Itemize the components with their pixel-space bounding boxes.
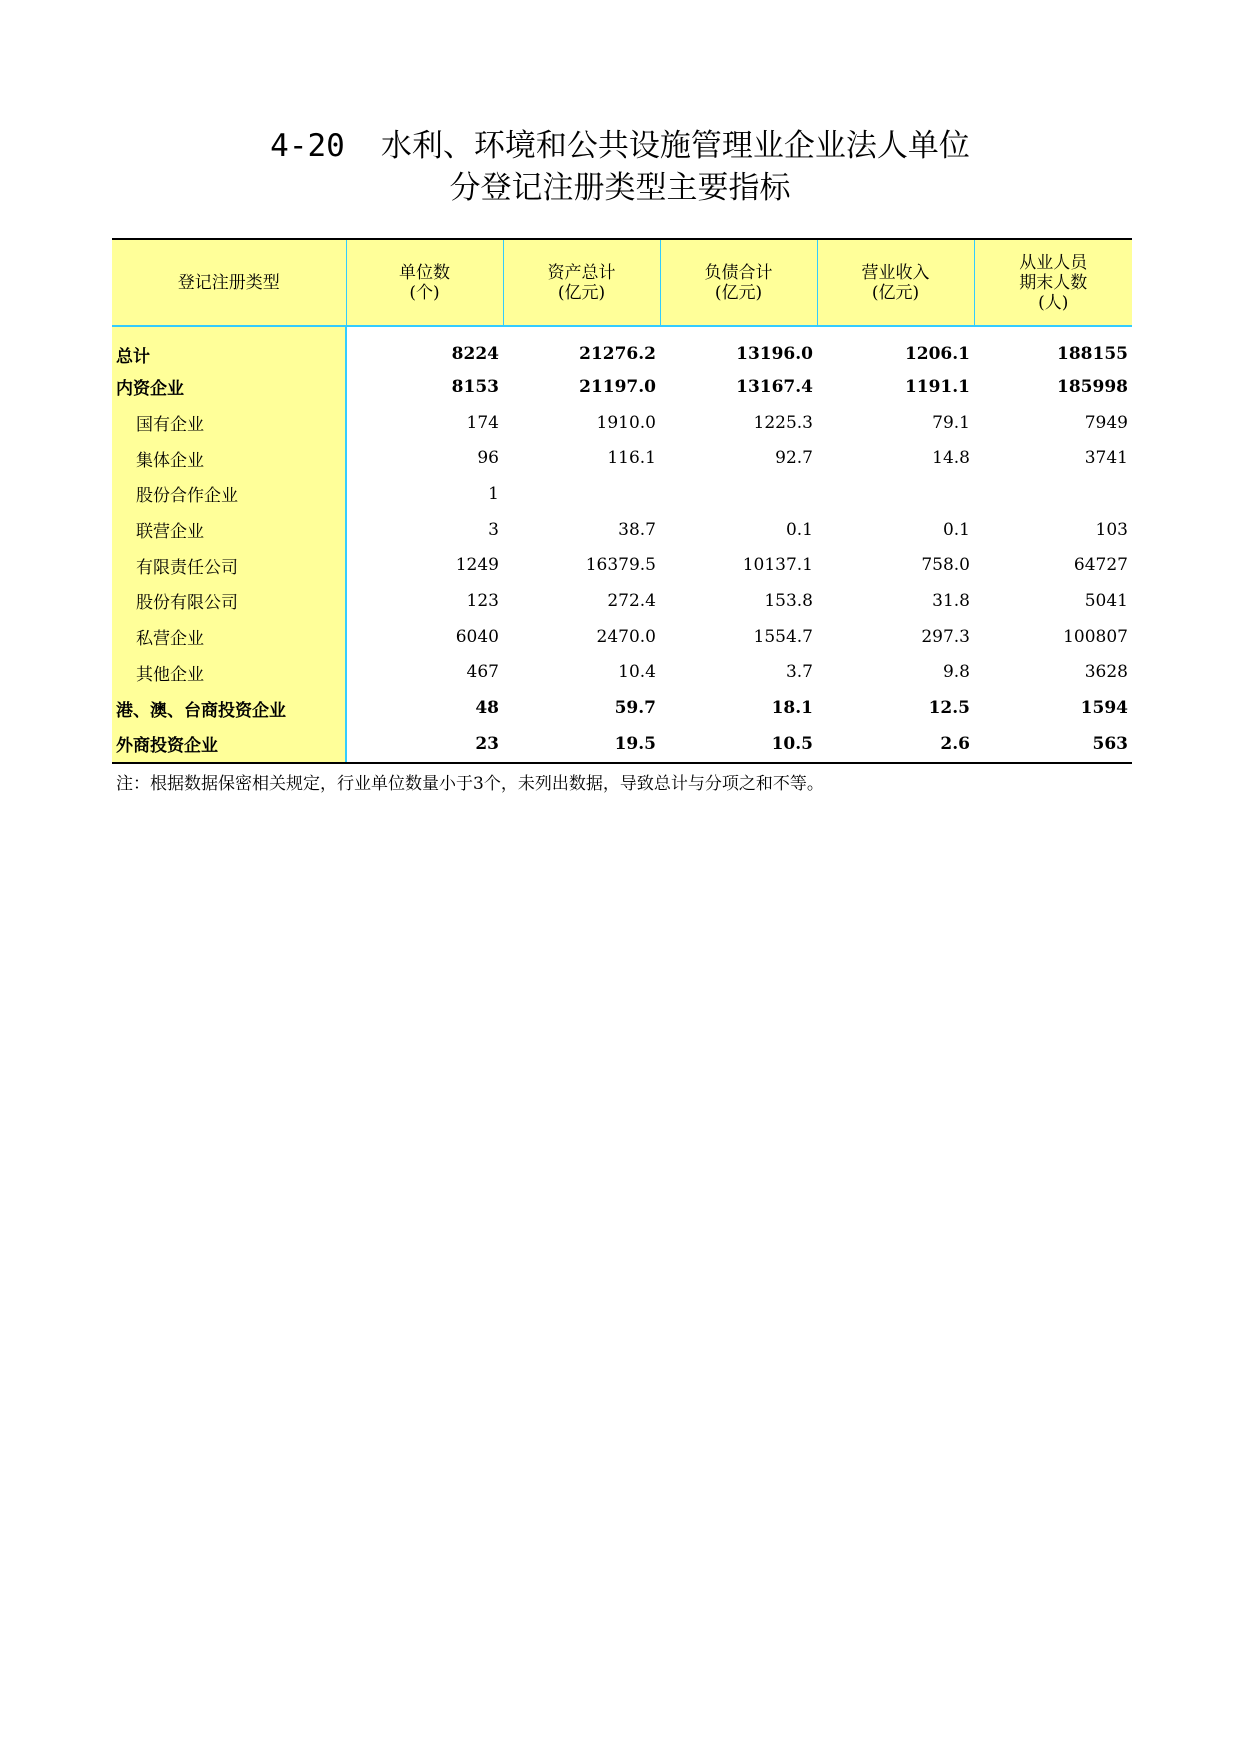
- table-row: [112, 512, 1132, 548]
- cell-liabilities: 13167.4: [736, 376, 813, 397]
- cell-assets: 21197.0: [579, 376, 656, 397]
- cell-units: 48: [475, 698, 499, 719]
- table-row: [112, 476, 1132, 512]
- cell-units: 1249: [455, 555, 499, 576]
- cell-units: 8224: [451, 344, 499, 364]
- table-row: [112, 726, 1132, 763]
- cell-units: 174: [466, 412, 499, 433]
- row-label: 私营企业: [112, 619, 346, 655]
- table-header-row: [112, 239, 1132, 326]
- row-label: 外商投资企业: [112, 726, 346, 763]
- table-row: [112, 690, 1132, 726]
- header-registration-type: 登记注册类型: [112, 239, 346, 326]
- cell-employees: 100807: [1063, 626, 1128, 647]
- statistics-table: [112, 238, 1132, 764]
- cell-revenue: 1191.1: [904, 376, 970, 397]
- row-label: 总计: [112, 326, 346, 369]
- cell-liabilities: 1554.7: [753, 626, 813, 647]
- header-total-liabilities: 负债合计 (亿元): [660, 239, 817, 326]
- cell-assets: 10.4: [618, 662, 656, 683]
- cell-liabilities: 0.1: [785, 519, 813, 540]
- cell-revenue: 2.6: [817, 726, 974, 763]
- cell-liabilities: 18.1: [771, 698, 813, 719]
- table-row: [112, 655, 1132, 691]
- table-row: [112, 369, 1132, 405]
- cell-units: 3: [488, 519, 499, 540]
- cell-assets: 38.7: [618, 519, 656, 540]
- cell-liabilities: 13196.0: [736, 344, 813, 364]
- table-row: [112, 326, 1132, 369]
- cell-revenue: 0.1: [942, 519, 970, 540]
- cell-units: 6040: [455, 626, 499, 647]
- cell-revenue: 12.5: [928, 698, 970, 719]
- cell-assets: 272.4: [607, 590, 656, 611]
- cell-units: 123: [466, 590, 499, 611]
- cell-revenue: 758.0: [921, 555, 970, 576]
- table-row: [112, 619, 1132, 655]
- header-total-assets: 资产总计 (亿元): [503, 239, 660, 326]
- cell-liabilities: 153.8: [764, 590, 813, 611]
- cell-liabilities: 10137.1: [742, 555, 813, 576]
- cell-revenue: 1206.1: [904, 344, 970, 364]
- row-label: 港、澳、台商投资企业: [112, 690, 346, 726]
- header-employees: 从业人员 期末人数 (人): [974, 239, 1132, 326]
- row-label: 有限责任公司: [112, 547, 346, 583]
- cell-assets: 21276.2: [579, 344, 656, 364]
- cell-employees: [974, 476, 1132, 512]
- cell-revenue: [817, 476, 974, 512]
- cell-revenue: 9.8: [942, 662, 970, 683]
- page-subtitle: 分登记注册类型主要指标: [449, 170, 791, 206]
- cell-units: 8153: [451, 376, 499, 397]
- cell-employees: 185998: [1057, 376, 1128, 397]
- cell-assets: 2470.0: [596, 626, 656, 647]
- cell-assets: 59.7: [614, 698, 656, 719]
- cell-revenue: 14.8: [932, 448, 970, 469]
- cell-employees: 3628: [1084, 662, 1128, 683]
- cell-liabilities: 92.7: [775, 448, 813, 469]
- cell-employees: 1594: [1080, 698, 1128, 719]
- cell-liabilities: 3.7: [785, 662, 813, 683]
- row-label: 股份合作企业: [112, 476, 346, 512]
- cell-employees: 563: [974, 726, 1132, 763]
- cell-units: 467: [466, 662, 499, 683]
- cell-employees: 5041: [1084, 590, 1128, 611]
- cell-units: 96: [477, 448, 499, 469]
- cell-assets: 16379.5: [585, 555, 656, 576]
- cell-assets: 116.1: [607, 448, 656, 469]
- cell-employees: 3741: [1084, 448, 1128, 469]
- footnote: 注：根据数据保密相关规定，行业单位数量小于3个，未列出数据，导致总计与分项之和不等。: [116, 774, 824, 794]
- cell-employees: 64727: [1073, 555, 1128, 576]
- table-row: [112, 440, 1132, 476]
- row-label: 国有企业: [112, 405, 346, 441]
- header-operating-revenue: 营业收入 (亿元): [817, 239, 974, 326]
- cell-employees: 7949: [1084, 412, 1128, 433]
- cell-assets: 1910.0: [596, 412, 656, 433]
- row-label: 联营企业: [112, 512, 346, 548]
- title-line-1: 水利、环境和公共设施管理业企业法人单位: [380, 128, 970, 164]
- page-title: [0, 126, 1240, 166]
- header-units: 单位数 (个): [346, 239, 503, 326]
- cell-revenue: 79.1: [932, 412, 970, 433]
- cell-liabilities: [660, 476, 817, 512]
- cell-revenue: 31.8: [932, 590, 970, 611]
- row-label: 内资企业: [112, 369, 346, 405]
- table-row: [112, 583, 1132, 619]
- cell-units: 1: [488, 483, 499, 504]
- table-row: [112, 547, 1132, 583]
- row-label: 集体企业: [112, 440, 346, 476]
- cell-liabilities: 10.5: [660, 726, 817, 763]
- table-row: [112, 405, 1132, 441]
- cell-liabilities: 1225.3: [753, 412, 813, 433]
- table-number: 4-20: [270, 128, 345, 164]
- cell-assets: 19.5: [503, 726, 660, 763]
- row-label: 股份有限公司: [112, 583, 346, 619]
- cell-employees: 188155: [1057, 344, 1128, 364]
- cell-units: 23: [346, 726, 503, 763]
- row-label: 其他企业: [112, 655, 346, 691]
- cell-employees: 103: [1095, 519, 1128, 540]
- cell-revenue: 297.3: [921, 626, 970, 647]
- cell-assets: [503, 476, 660, 512]
